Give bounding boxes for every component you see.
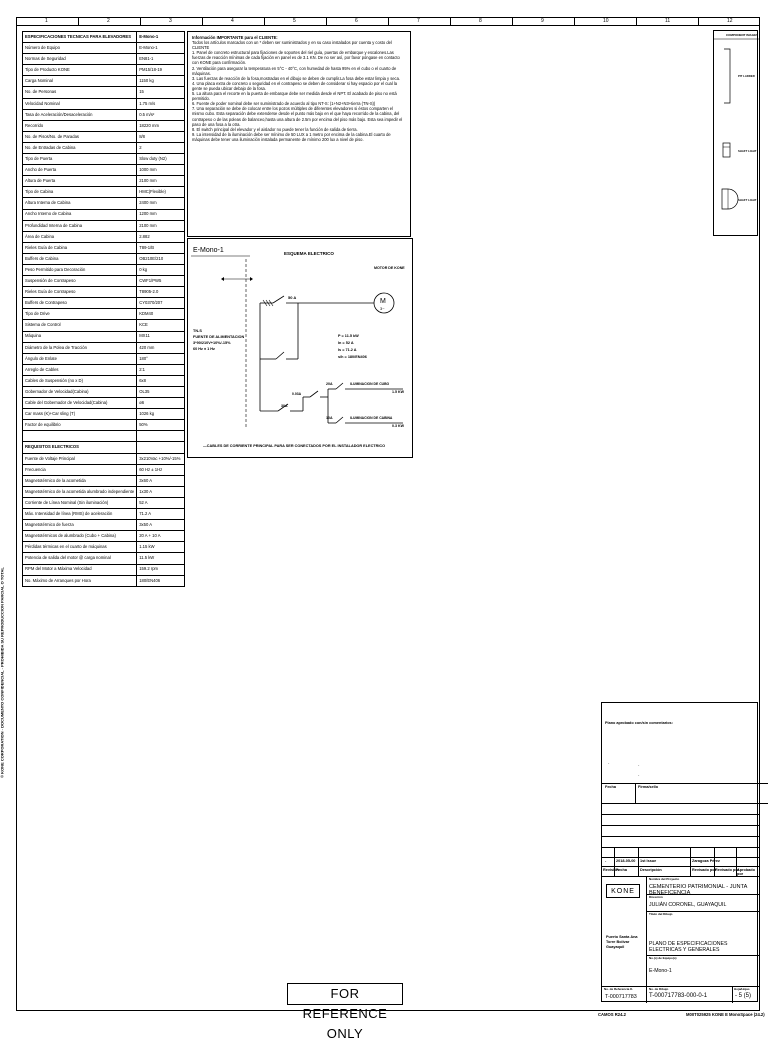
spec-key: Número de Equipo bbox=[23, 43, 137, 54]
spec-row bbox=[23, 398, 185, 409]
shaft-light-kw: 1.5 KW bbox=[392, 390, 404, 394]
shaft-light-2-icon bbox=[722, 189, 738, 209]
car-light-label: ILUMINACION DE CABINA bbox=[350, 416, 393, 420]
ruler-tick bbox=[450, 17, 451, 26]
motor-symbol-phase: 3~ bbox=[380, 306, 385, 311]
spec-row bbox=[23, 264, 185, 275]
rev-description: 1st Issue bbox=[640, 859, 657, 863]
spec-value: KDM40 bbox=[137, 309, 185, 320]
spec-value: 2.882 bbox=[137, 231, 185, 242]
car-light-breaker: 10A bbox=[326, 416, 333, 420]
spec-row bbox=[23, 353, 185, 364]
spec-key: Tipo de Producto KONE bbox=[23, 65, 137, 76]
component-legend bbox=[713, 30, 758, 236]
spec-value: 1026 kg bbox=[137, 409, 185, 420]
spec-row bbox=[23, 276, 185, 287]
legend-item-1: PIT LADDER bbox=[738, 74, 755, 78]
spec-value: 15 bbox=[137, 87, 185, 98]
spec-key: Ángulo de Enlate bbox=[23, 353, 137, 364]
notes-intro: Todos los artículos marcados con un * deben ser suministrados y en su caso instalados por cuenta y costo del CLIENTE bbox=[192, 40, 392, 51]
project-name: CEMENTERIO PATRIMONIAL - JUNTA BENEFICENCIA bbox=[649, 884, 747, 896]
spec-value: 1200 mm bbox=[137, 209, 185, 220]
footer-left: CAMOS R24.2 bbox=[598, 1012, 626, 1017]
legend-title: COMPONENT IMAGES bbox=[726, 33, 759, 37]
spec-row bbox=[23, 364, 185, 375]
spec-value: 11.5 kW bbox=[137, 553, 185, 564]
spec-key: Magnetotérmico de la acometida bbox=[23, 475, 137, 486]
electrical-row bbox=[23, 575, 185, 586]
ruler-number: 3 bbox=[169, 18, 172, 24]
spec-row bbox=[23, 65, 185, 76]
spec-blank-row bbox=[23, 431, 185, 442]
ruler-number: 2 bbox=[107, 18, 110, 24]
address-label: Dirección bbox=[649, 895, 663, 899]
note-item: 1. Panel de concreto estructural para fijaciones de soportes del riel guía, puertas de embarque y escalones.Las fuerzas de reacción mínimas de cada fijación en panel es de 3.1 KN. De no ser así, por favor póngase en contacto con KONE para confirmación. bbox=[192, 50, 400, 66]
ruler-number: 4 bbox=[231, 18, 234, 24]
spec-value: 1.15 kW bbox=[137, 542, 185, 553]
spec-value: 180° bbox=[137, 353, 185, 364]
pit-ladder-icon bbox=[724, 49, 730, 103]
spec-value: 3x60 A bbox=[137, 475, 185, 486]
legend-svg bbox=[714, 31, 759, 237]
rev-header-reviewer: Revisado por bbox=[692, 868, 717, 872]
address-value: JULIÁN CORONEL, GUAYAQUIL bbox=[649, 902, 727, 908]
ruler-number: 6 bbox=[355, 18, 358, 24]
spec-key: Gobernador de Velocidad(Cabina) bbox=[23, 387, 137, 398]
side-note-text: © KONE CORPORATION · DOCUMENTO CONFIDENCIAL · PROHIBIDA SU REPRODUCCION PARCIAL O TOTAL bbox=[0, 567, 5, 778]
ruler-tick bbox=[202, 17, 203, 26]
spec-value bbox=[137, 431, 185, 442]
rev-number: - bbox=[605, 859, 607, 863]
electrical-row bbox=[23, 453, 185, 464]
spec-row bbox=[23, 142, 185, 153]
ruler-number: 11 bbox=[665, 18, 671, 24]
note-item: 2. Ventilación para asegurar la temperatura en 5°C - 40°C, con humedad de hasta 95% en el cubo o el cuarto de máquinas. bbox=[192, 65, 397, 76]
spec-key: No. Máximo de Arranques por Hora bbox=[23, 575, 137, 586]
spec-value: 1.75 m/s bbox=[137, 98, 185, 109]
shaft-light-breaker: 20A bbox=[326, 382, 333, 386]
spec-key: Recorrido bbox=[23, 120, 137, 131]
spec-value: 60 Hz ± 1Hz bbox=[137, 464, 185, 475]
spec-key: Diámetro de la Polea de Tracción bbox=[23, 342, 137, 353]
spec-key: Buffers de Cabina bbox=[23, 253, 137, 264]
ruler-number: 1 bbox=[45, 18, 48, 24]
spec-key: Máquina bbox=[23, 331, 137, 342]
spec-value bbox=[137, 442, 185, 453]
rev-header-approver: Aprobado por bbox=[737, 868, 755, 876]
spec-key: Magnetotérmico de fuerza bbox=[23, 520, 137, 531]
electrical-row bbox=[23, 486, 185, 497]
drawing-title-label: Título del Dibujo bbox=[649, 912, 673, 916]
spec-value: 2100 mm bbox=[137, 220, 185, 231]
spec-key: Rieles Guía de Contrapeso bbox=[23, 287, 137, 298]
spec-key: Pérdidas térmicas en el cuarto de máquinas bbox=[23, 542, 137, 553]
spec-value: 50% bbox=[137, 420, 185, 431]
spec-value: 1150 kg bbox=[137, 76, 185, 87]
electrical-section-row bbox=[23, 442, 185, 453]
light-breaker-30a: 30A bbox=[281, 404, 288, 408]
ruler-tick bbox=[636, 17, 637, 26]
spec-value: Slow duty (N2) bbox=[137, 154, 185, 165]
spec-value: 159.2 rpm bbox=[137, 564, 185, 575]
spec-value: T8905-2.0 bbox=[137, 287, 185, 298]
spec-value: EN81-1 bbox=[137, 54, 185, 65]
spec-key: Cable del Gobernador de Velocidad(Cabina) bbox=[23, 398, 137, 409]
drawing-number: T-000717783-000-0-1 bbox=[649, 993, 708, 999]
spec-key: Altura Interna de Cabina bbox=[23, 198, 137, 209]
spec-row bbox=[23, 231, 185, 242]
spec-row bbox=[23, 320, 185, 331]
supply-line-1: TN-S bbox=[193, 329, 202, 333]
company-line-1: Puerto Santa Ana bbox=[606, 935, 638, 939]
ruler-number: 8 bbox=[479, 18, 482, 24]
note-item: 3. Las fuerzas de reacción de la fosa,mostradas en el dibujo se deben de cumplir.La fosa debe estar limpia y seca. bbox=[192, 75, 400, 81]
ruler-tick bbox=[78, 17, 79, 26]
spec-value: 20 A + 10 A bbox=[137, 531, 185, 542]
rev-author: Zaragoza Pérez bbox=[692, 859, 720, 863]
spec-key: Magnetotérmico de la acometida alumbrado independiente bbox=[23, 486, 137, 497]
spec-row bbox=[23, 375, 185, 386]
spec-key: Car mass (K)+Car sling (T) bbox=[23, 409, 137, 420]
spec-value: 2100 mm bbox=[137, 176, 185, 187]
schematic-title: ESQUEMA ELECTRICO bbox=[284, 251, 334, 256]
main-breaker-rating: 50 A bbox=[288, 295, 297, 300]
ruler-tick bbox=[140, 17, 141, 26]
spec-value: 2400 mm bbox=[137, 198, 185, 209]
spec-row bbox=[23, 120, 185, 131]
spec-value: PM15/18-19 bbox=[137, 65, 185, 76]
electrical-row bbox=[23, 553, 185, 564]
spec-value: ø6 bbox=[137, 398, 185, 409]
car-light-kw: 0.3 KW bbox=[392, 424, 404, 428]
spec-value: T89-1/B bbox=[137, 242, 185, 253]
note-item: 6. Fuente de poder nominal debe ser suministrado de acuerdo al tipo NT-S: (1+N2+N3+tierra (TN-S)) bbox=[192, 101, 376, 107]
electrical-row bbox=[23, 542, 185, 553]
spec-header-key: ESPECIFICACIONES TECNICAS PARA ELEVADORES bbox=[23, 32, 137, 43]
motor-label: MOTOR DE KONE bbox=[374, 266, 405, 270]
spec-row bbox=[23, 87, 185, 98]
legend-item-3: SHAFT LIGHT bbox=[738, 198, 757, 202]
sheet-label: Hoja/Hojas bbox=[734, 987, 750, 991]
spec-key: Área de Cabina bbox=[23, 231, 137, 242]
spec-row bbox=[23, 198, 185, 209]
ref-number-label: No. de Referencia K. bbox=[604, 987, 634, 991]
spec-row bbox=[23, 76, 185, 87]
rating-current: In = 52 A bbox=[338, 341, 354, 345]
spec-key: Peso Permitido para Decoración bbox=[23, 264, 137, 275]
drawing-number-label: No. de Dibujo bbox=[649, 987, 669, 991]
spec-value: MX11 bbox=[137, 331, 185, 342]
spec-row bbox=[23, 342, 185, 353]
electrical-row bbox=[23, 531, 185, 542]
approval-date-label: Fecha bbox=[605, 785, 616, 789]
schematic-svg bbox=[188, 239, 414, 459]
approval-sign-label: Firma/sello bbox=[638, 785, 659, 789]
schematic-footnote: —CABLES DE CORRIENTE PRINCIPAL PARA SER CONECTADOS POR EL INSTALADOR ELECTRICO bbox=[203, 444, 386, 448]
supply-line-4: 60 Hz ± 1 Hz bbox=[193, 347, 215, 351]
spec-key: Máx. Intensidad de línea (RMS) de aceleración bbox=[23, 509, 137, 520]
spec-row bbox=[23, 54, 185, 65]
spec-key: No. de Entradas de Cabina bbox=[23, 142, 137, 153]
spec-key: Magnetotérmicos de alumbrado (Cubo + Cabina) bbox=[23, 531, 137, 542]
spec-key: RPM del Motor a Máxima Velocidad bbox=[23, 564, 137, 575]
note-item: 4. Una placa extra de concreto o seguridad en el contrapeso se deben de considerar si hay espacio por el cual la gente se pueda ubicar debajo de la fosa. bbox=[192, 80, 398, 91]
rev-header-checker: Revisado por bbox=[715, 868, 740, 872]
spec-row bbox=[23, 420, 185, 431]
spec-key: Tipo de Drive bbox=[23, 309, 137, 320]
spec-value: CWF1/PW5 bbox=[137, 276, 185, 287]
spec-row bbox=[23, 209, 185, 220]
spec-key: Normas de Seguridad bbox=[23, 54, 137, 65]
note-item: 5. La altura para el recorte en la puerta de embarque debe ser medida desde el NPT. El acabado de piso no está permitido. bbox=[192, 91, 397, 102]
spec-row bbox=[23, 176, 185, 187]
spec-value: 6x8 bbox=[137, 375, 185, 386]
spec-row bbox=[23, 331, 185, 342]
ruler-tick bbox=[512, 17, 513, 26]
ruler-tick bbox=[698, 17, 699, 26]
spec-key: Profundidad Interna de Cabina bbox=[23, 220, 137, 231]
spec-key: No. de Pisos/No. de Paradas bbox=[23, 131, 137, 142]
spec-value: 52 A bbox=[137, 497, 185, 508]
rev-date: 2018-05-00 bbox=[616, 859, 636, 863]
spec-value: 3x50 A bbox=[137, 520, 185, 531]
spec-value: 18220 mm bbox=[137, 120, 185, 131]
spec-table bbox=[22, 31, 185, 587]
notes-list bbox=[192, 50, 406, 142]
spec-key: Buffers de Contrapeso bbox=[23, 298, 137, 309]
spec-key: Factor de equilibrio bbox=[23, 420, 137, 431]
note-item: 8. El switch principal del elevador y el aislador no puede tener la función de salida de tierra. bbox=[192, 126, 358, 132]
spec-key: Arreglo de Cables bbox=[23, 364, 137, 375]
spec-value: CY0370/207 bbox=[137, 298, 185, 309]
spec-row bbox=[23, 220, 185, 231]
spec-row bbox=[23, 387, 185, 398]
rating-power: P = 11.5 kW bbox=[338, 334, 359, 338]
client-notes bbox=[187, 31, 411, 237]
spec-key: Tipo de Cabina bbox=[23, 187, 137, 198]
spec-value: 420 mm bbox=[137, 342, 185, 353]
spec-row bbox=[23, 131, 185, 142]
spec-header-row bbox=[23, 32, 185, 43]
rcd-rating: 0.03A bbox=[292, 392, 302, 396]
spec-key: Altura de Puerta bbox=[23, 176, 137, 187]
kone-logo: KONE bbox=[606, 884, 640, 898]
spec-value: E-Mono-1 bbox=[137, 43, 185, 54]
spec-key bbox=[23, 431, 137, 442]
title-block: Plano aprobado con/sin comentarios: - - - Fecha Firma/sello - 2018-05-00 1st Issue Zaragoza Pérez Revisión Fecha Descripción Revisado por Revisado por Aprobado por KONE Puerto Santa Ana Torre Bolívar Guayaquil Nombre del Proyecto CEMENTERIO PATRIMONIAL - JUNTA BENEFICENCIA Dirección JULIÁN CORONEL, GUAYAQUIL Título del Dibujo PLANO DE ESPECIFICACIONES ELECTRICAS Y GENERALES No.(s) de Equipo(s) E-Mono-1 No. de Referencia K. T-000717783 No. de Dibujo T-000717783-000-0-1 Hoja/Hojas - 5 (5) bbox=[601, 702, 758, 1002]
motor-symbol-letter: M bbox=[380, 298, 386, 305]
rating-starts: s/h = 180/EN406 bbox=[338, 355, 367, 359]
spec-value: 71.2 A bbox=[137, 509, 185, 520]
footer-right: M00T025925 KONE E MonoSpace (24.2) bbox=[686, 1012, 765, 1017]
spec-row bbox=[23, 187, 185, 198]
spec-key: Fuente de Voltaje Principal bbox=[23, 453, 137, 464]
ruler-number: 5 bbox=[293, 18, 296, 24]
ruler-number: 9 bbox=[541, 18, 544, 24]
spec-key: Rieles Guía de Cabina bbox=[23, 242, 137, 253]
approval-label: Plano aprobado con/sin comentarios: bbox=[605, 721, 673, 725]
side-confidential-note bbox=[2, 520, 16, 820]
legend-item-2: SHAFT LIGHT bbox=[738, 149, 757, 153]
spec-value: KCE bbox=[137, 320, 185, 331]
spec-key: Ancho Interno de Cabina bbox=[23, 209, 137, 220]
electrical-row bbox=[23, 520, 185, 531]
electrical-row bbox=[23, 509, 185, 520]
spec-row bbox=[23, 165, 185, 176]
drawing-title: PLANO DE ESPECIFICACIONES ELECTRICAS Y GENERALES bbox=[649, 941, 728, 953]
spec-value: 2:1 bbox=[137, 364, 185, 375]
ref-number: T-000717783 bbox=[605, 994, 637, 1000]
for-reference-stamp: FOR REFERENCE ONLY bbox=[287, 983, 403, 1005]
spec-row bbox=[23, 154, 185, 165]
spec-value: HMC(Flexible) bbox=[137, 187, 185, 198]
shaft-light-label: ILUMINACION DE CUBO bbox=[350, 382, 390, 386]
spec-value: 3x210Vac +10%/-15% bbox=[137, 453, 185, 464]
spec-key: REQUISITOS ELECTRICOS bbox=[23, 442, 137, 453]
spec-value: 1x30 A bbox=[137, 486, 185, 497]
spec-key: Tasa de Aceleración/Desaceleración bbox=[23, 109, 137, 120]
unit-value: E-Mono-1 bbox=[649, 968, 672, 974]
spec-row bbox=[23, 43, 185, 54]
spec-row bbox=[23, 409, 185, 420]
company-line-2: Torre Bolívar bbox=[606, 940, 630, 944]
spec-value: 1000 mm bbox=[137, 165, 185, 176]
sheet-number: - 5 (5) bbox=[735, 993, 752, 999]
note-item: 7. Una separación se debe de colocar entre los pozos múltiples de diferentes elevadores si éstos comparten el mismo cubo. Esta separación debe extenderse desde el punto más bajo en el que haya recorrido de la cabina, del contrapeso o de las poleas de balanceo,hasta una altura de 2.5m por encima del piso más bajo. Esta sea impedir el paso de una fosa a la otra. bbox=[192, 106, 403, 127]
spec-key: Sistema de Control bbox=[23, 320, 137, 331]
ruler-number: 7 bbox=[417, 18, 420, 24]
rating-start-current: Is = 71.2 A bbox=[338, 348, 357, 352]
spec-value: 180/EN406 bbox=[137, 575, 185, 586]
company-line-3: Guayaquil bbox=[606, 945, 625, 949]
supply-line-2: FUENTE DE ALIMENTACION bbox=[193, 335, 245, 339]
spec-key: Frecuencia bbox=[23, 464, 137, 475]
spec-value: 0.5 m/s² bbox=[137, 109, 185, 120]
spec-row bbox=[23, 298, 185, 309]
spec-key: Cables de Suspensión (no x D) bbox=[23, 375, 137, 386]
supply-line-3: 3*90/210V+10%/-15% bbox=[193, 341, 231, 345]
spec-row bbox=[23, 309, 185, 320]
spec-row bbox=[23, 98, 185, 109]
electrical-schematic bbox=[187, 238, 413, 458]
rev-header-rev: Revisión bbox=[603, 868, 619, 872]
spec-key: Carga Nominal bbox=[23, 76, 137, 87]
schematic-equipment: E-Mono-1 bbox=[193, 247, 224, 254]
unit-label: No.(s) de Equipo(s) bbox=[649, 956, 677, 960]
spec-value: 8/8 bbox=[137, 131, 185, 142]
spec-key: No. de Personas bbox=[23, 87, 137, 98]
electrical-row bbox=[23, 475, 185, 486]
ruler-number: 12 bbox=[727, 18, 733, 24]
spec-row bbox=[23, 287, 185, 298]
spec-header-value: E-Mono-1 bbox=[137, 32, 185, 43]
notes-heading: Información IMPORTANTE para el CLIENTE: bbox=[192, 35, 278, 40]
spec-value: 2 bbox=[137, 142, 185, 153]
spec-key: Suspensión de Contrapeso bbox=[23, 276, 137, 287]
spec-value: OB210E/210 bbox=[137, 253, 185, 264]
spec-key: Tipo de Puerta bbox=[23, 154, 137, 165]
spec-row bbox=[23, 109, 185, 120]
ruler-tick bbox=[326, 17, 327, 26]
ruler-tick bbox=[388, 17, 389, 26]
spec-key: Corriente de Línea Nominal (Sin iluminación) bbox=[23, 497, 137, 508]
spec-key: Potencia de salida del motor @ carga nominal bbox=[23, 553, 137, 564]
spec-row bbox=[23, 242, 185, 253]
spec-value: OL35 bbox=[137, 387, 185, 398]
electrical-row bbox=[23, 564, 185, 575]
project-label: Nombre del Proyecto bbox=[649, 877, 680, 881]
electrical-row bbox=[23, 464, 185, 475]
ruler-number: 10 bbox=[603, 18, 609, 24]
spec-value: 0 kg bbox=[137, 264, 185, 275]
spec-row bbox=[23, 253, 185, 264]
electrical-row bbox=[23, 497, 185, 508]
rev-header-desc: Descripción bbox=[640, 868, 662, 872]
spec-key: Ancho de Puerta bbox=[23, 165, 137, 176]
spec-key: Velocidad Nominal bbox=[23, 98, 137, 109]
note-item: 9. La intensidad de la iluminación debe ser mínimo de 50 LUX a 1 metro por encima de la cabina.El cuarto de máquinas debe tener una iluminación instalada permanente de mínimo 200 lux a nivel de piso. bbox=[192, 131, 391, 142]
rev-header-date: Fecha bbox=[616, 868, 627, 872]
ruler-tick bbox=[264, 17, 265, 26]
ruler-tick bbox=[574, 17, 575, 26]
shaft-light-icon bbox=[723, 143, 730, 157]
